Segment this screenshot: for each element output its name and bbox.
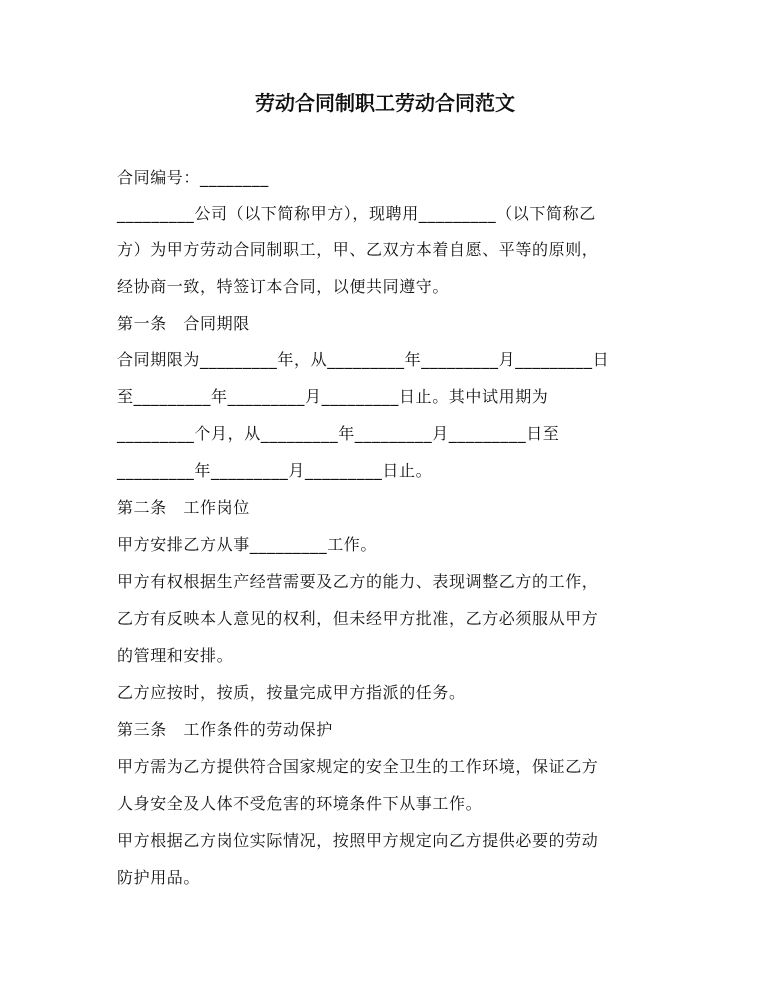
paragraph-line: 至_________年_________月_________日止。其中试用期为 [117, 387, 549, 406]
paragraph-line: 经协商一致，特签订本合同，以便共同遵守。 [117, 277, 450, 296]
paragraph-line: 甲方有权根据生产经营需要及乙方的能力、表现调整乙方的工作， [117, 572, 599, 591]
paragraph-line: 方）为甲方劳动合同制职工，甲、乙双方本着自愿、平等的原则， [117, 240, 599, 259]
paragraph-line: 乙方应按时，按质，按量完成甲方指派的任务。 [117, 683, 466, 702]
contract-number-line: 合同编号：________ [117, 168, 269, 187]
article-heading: 第三条 工作条件的劳动保护 [117, 720, 333, 739]
paragraph-line: 人身安全及人体不受危害的环境条件下从事工作。 [117, 794, 483, 813]
paragraph-line: 甲方安排乙方从事_________工作。 [117, 535, 378, 554]
paragraph-line: 的管理和安排。 [117, 646, 234, 665]
document-title: 劳动合同制职工劳动合同范文 [255, 91, 515, 115]
paragraph-line: 合同期限为_________年，从_________年_________月_________日 [117, 350, 610, 369]
paragraph-line: _________个月，从_________年_________月_________日至 [117, 424, 560, 443]
article-heading: 第一条 合同期限 [117, 314, 250, 333]
paragraph-line: _________年_________月_________日止。 [117, 461, 433, 480]
paragraph-line: 甲方需为乙方提供符合国家规定的安全卫生的工作环境，保证乙方 [117, 757, 599, 776]
paragraph-line: 乙方有反映本人意见的权利，但未经甲方批准，乙方必须服从甲方 [117, 609, 599, 628]
paragraph-line: 防护用品。 [117, 868, 201, 887]
paragraph-line: _________公司（以下简称甲方），现聘用_________（以下简称乙 [117, 204, 596, 223]
paragraph-line: 甲方根据乙方岗位实际情况，按照甲方规定向乙方提供必要的劳动 [117, 831, 599, 850]
article-heading: 第二条 工作岗位 [117, 498, 250, 517]
